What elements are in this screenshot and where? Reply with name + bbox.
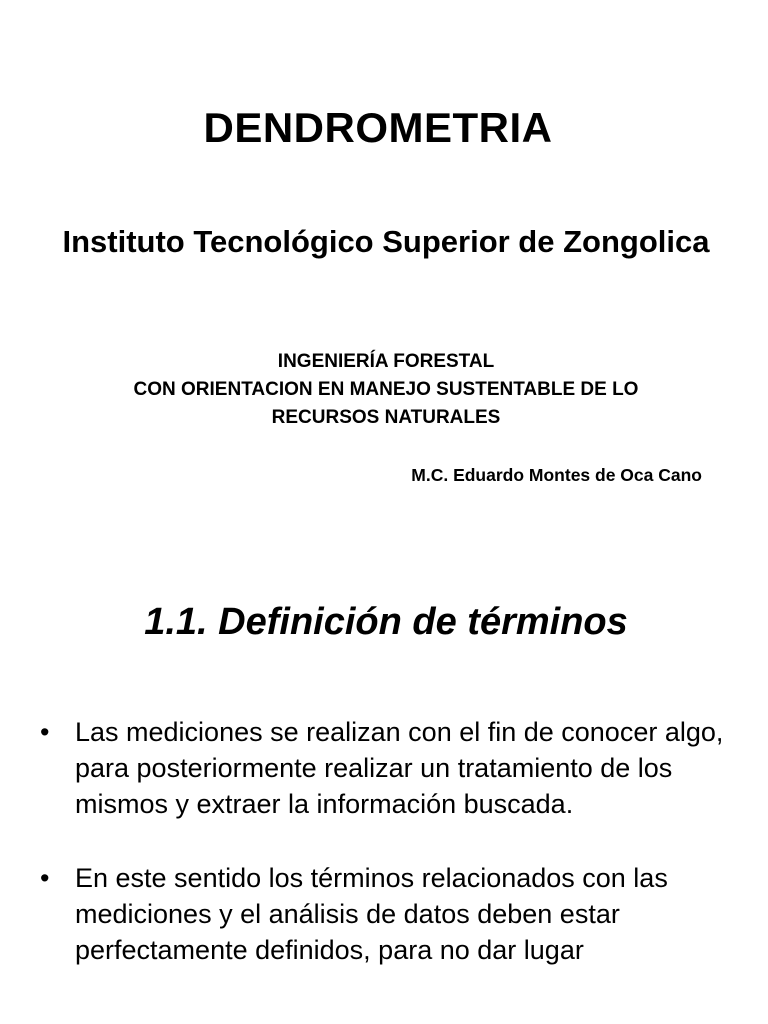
list-item xyxy=(40,860,730,968)
program-line-1: INGENIERÍA FORESTAL xyxy=(277,351,495,372)
institute-name: Instituto Tecnológico Superior de Zongolica xyxy=(62,224,710,259)
bullet-text: Las mediciones se realizan con el fin de conocer algo, para posteriormente realizar un tratamiento de los mismos y extraer la información buscada. xyxy=(75,717,724,819)
bullet-text: En este sentido los términos relacionados con las mediciones y el análisis de datos deben estar perfectamente definidos, para no dar lugar xyxy=(75,863,668,965)
program-line-2: CON ORIENTACION EN MANEJO SUSTENTABLE DE LO RECURSOS NATURALES xyxy=(133,379,639,428)
bullet-list xyxy=(40,714,730,1006)
content-slide xyxy=(0,560,768,1024)
author-name: M.C. Eduardo Montes de Oca Cano xyxy=(411,465,702,485)
section-title: 1.1. Definición de términos xyxy=(144,601,628,643)
list-item xyxy=(40,714,730,822)
bullet-icon: • xyxy=(40,863,50,893)
program-block xyxy=(0,348,768,432)
document-title: DENDROMETRIA xyxy=(203,104,553,151)
bullet-icon: • xyxy=(40,717,50,747)
